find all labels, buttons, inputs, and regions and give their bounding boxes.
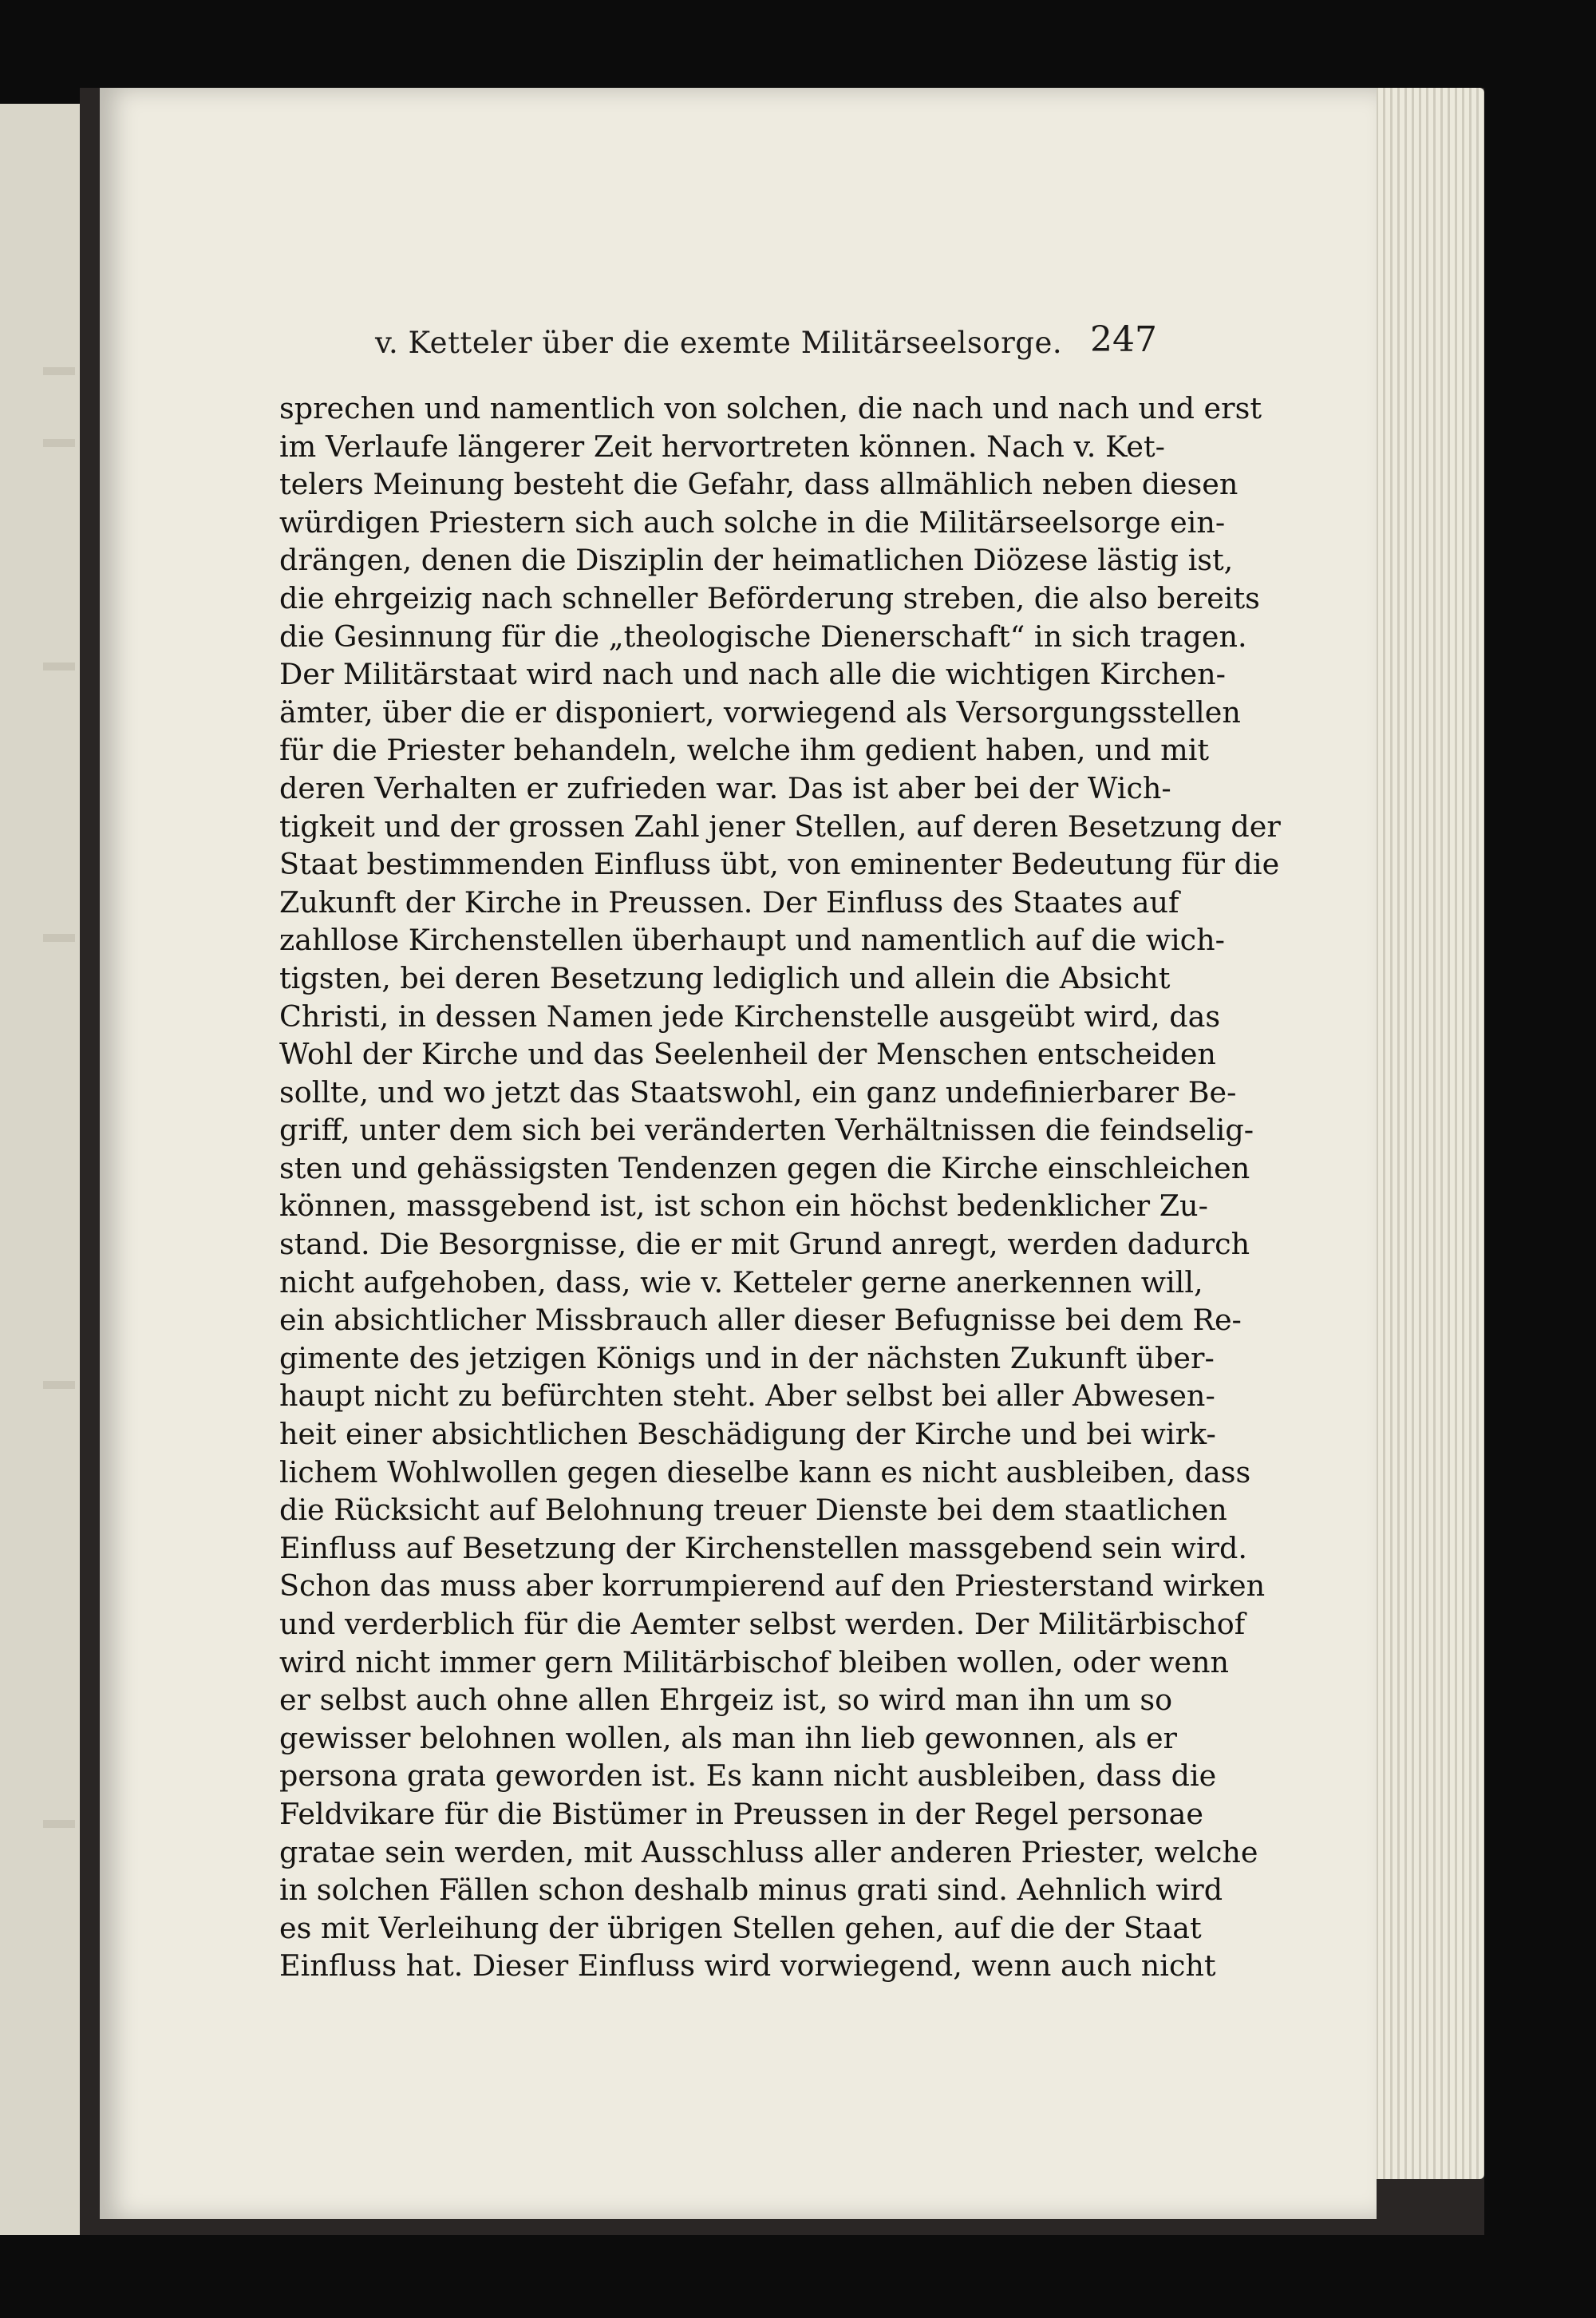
text-line: Einfluss hat. Dieser Einfluss wird vorwiegend, wenn auch nicht [279,1948,1216,1984]
text-line: Staat bestimmenden Einfluss übt, von eminenter Bedeutung für die [279,847,1280,882]
text-line: Zukunft der Kirche in Preussen. Der Einfluss des Staates auf [279,884,1179,920]
text-line: tigkeit und der grossen Zahl jener Stellen, auf deren Besetzung der [279,809,1281,844]
text-line: sollte, und wo jetzt das Staatswohl, ein ganz undefinierbarer Be- [279,1074,1237,1110]
text-line: telers Meinung besteht die Gefahr, dass allmählich neben diesen [279,467,1238,502]
text-line: können, massgebend ist, ist schon ein höchst bedenklicher Zu- [279,1189,1208,1224]
text-line: haupt nicht zu befürchten steht. Aber selbst bei aller Abwesen- [279,1379,1215,1414]
text-line: gewisser belohnen wollen, als man ihn lieb gewonnen, als er [279,1720,1177,1755]
text-line: Einfluss auf Besetzung der Kirchenstellen massgebend sein wird. [279,1530,1247,1565]
bleed-through-mark [43,1381,75,1389]
text-line: Christi, in dessen Namen jede Kirchenstelle ausgeübt wird, das [279,999,1221,1034]
text-line: heit einer absichtlichen Beschädigung der Kirche und bei wirk- [279,1417,1216,1452]
text-line: lichem Wohlwollen gegen dieselbe kann es nicht ausbleiben, dass [279,1454,1251,1489]
running-title: v. Ketteler über die exemte Militärseelsorge. [375,326,1063,360]
text-line: stand. Die Besorgnisse, die er mit Grund anregt, werden dadurch [279,1227,1250,1262]
page-number: 247 [1090,319,1157,360]
bleed-through-mark [43,439,75,447]
text-line: er selbst auch ohne allen Ehrgeiz ist, so wird man ihn um so [279,1683,1173,1718]
text-line: drängen, denen die Disziplin der heimatlichen Diözese lästig ist, [279,543,1234,578]
text-line: im Verlaufe längerer Zeit hervortreten können. Nach v. Ket- [279,429,1165,464]
text-line: Der Militärstaat wird nach und nach alle die wichtigen Kirchen- [279,657,1226,692]
text-line: in solchen Fällen schon deshalb minus grati sind. Aehnlich wird [279,1873,1223,1908]
facing-page-edge [0,104,85,2235]
bleed-through-mark [43,663,75,670]
text-line: sprechen und namentlich von solchen, die nach und nach und erst [279,391,1262,425]
text-line: zahllose Kirchenstellen überhaupt und namentlich auf die wich- [279,923,1225,958]
text-line: und verderblich für die Aemter selbst werden. Der Militärbischof [279,1607,1246,1641]
text-line: ein absichtlicher Missbrauch aller dieser Befugnisse bei dem Re- [279,1303,1242,1338]
text-line: gimente des jetzigen Königs und in der nächsten Zukunft über- [279,1340,1215,1375]
text-line: die ehrgeizig nach schneller Beförderung streben, die also bereits [279,580,1260,615]
text-line: Wohl der Kirche und das Seelenheil der Menschen entscheiden [279,1037,1216,1072]
text-line: deren Verhalten er zufrieden war. Das ist aber bei der Wich- [279,770,1171,805]
text-line: die Gesinnung für die „theologische Dienerschaft“ in sich tragen. [279,619,1247,654]
bleed-through-mark [43,367,75,375]
text-line: sten und gehässigsten Tendenzen gegen die Kirche einschleichen [279,1150,1250,1185]
text-line: Schon das muss aber korrumpierend auf den Priesterstand wirken [279,1568,1266,1604]
text-line: für die Priester behandeln, welche ihm gedient haben, und mit [279,733,1210,768]
text-line: nicht aufgehoben, dass, wie v. Ketteler gerne anerkennen will, [279,1264,1203,1299]
text-line: die Rücksicht auf Belohnung treuer Dienste bei dem staatlichen [279,1493,1227,1528]
text-line: gratae sein werden, mit Ausschluss aller anderen Priester, welche [279,1834,1258,1869]
text-line: griff, unter dem sich bei veränderten Verhältnissen die feindselig- [279,1113,1254,1148]
text-line: wird nicht immer gern Militärbischof bleiben wollen, oder wenn [279,1644,1229,1679]
text-line: ämter, über die er disponiert, vorwiegend als Versorgungsstellen [279,694,1241,730]
text-line: tigsten, bei deren Besetzung lediglich und allein die Absicht [279,960,1171,995]
text-line: Feldvikare für die Bistümer in Preussen in der Regel personae [279,1796,1203,1831]
text-line: persona grata geworden ist. Es kann nicht ausbleiben, dass die [279,1758,1217,1794]
bleed-through-mark [43,934,75,942]
text-line: es mit Verleihung der übrigen Stellen gehen, auf die der Staat [279,1910,1202,1945]
bleed-through-mark [43,1820,75,1828]
running-head [279,319,1157,367]
body-text [279,390,1281,1985]
text-line: würdigen Priestern sich auch solche in die Militärseelsorge ein- [279,504,1226,540]
